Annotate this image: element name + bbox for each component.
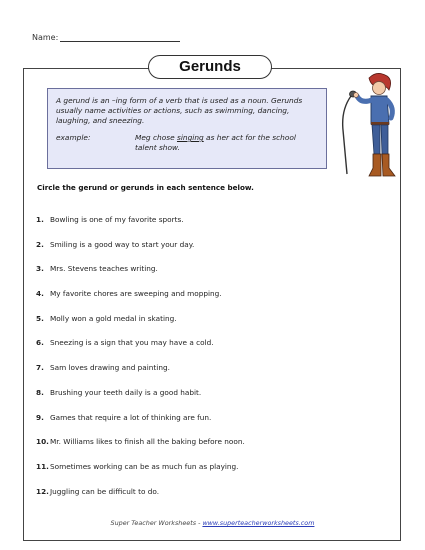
footer — [0, 519, 425, 527]
sentence-text: Juggling can be difficult to do. — [50, 486, 160, 496]
sentence-number: 6. — [36, 338, 44, 348]
sentence-number: 3. — [36, 264, 44, 274]
sentence-number: 8. — [36, 387, 44, 397]
sentence-text: Mr. Williams likes to finish all the baking before noon. — [50, 437, 245, 447]
example-label: example: — [56, 133, 91, 142]
footer-url-link[interactable]: www.superteacherworksheets.com — [202, 519, 315, 527]
example-sentence — [135, 133, 318, 153]
sentence-item — [36, 240, 245, 265]
page-title: Gerunds — [148, 55, 272, 79]
singer-illustration — [337, 70, 405, 182]
sentence-number: 9. — [36, 412, 44, 422]
example-after: as her act for the school talent show. — [135, 133, 296, 152]
sentence-number: 2. — [36, 239, 44, 249]
definition-box — [47, 88, 327, 169]
footer-site-name: Super Teacher Worksheets — [110, 519, 197, 527]
example-gerund: singing — [176, 133, 204, 142]
sentence-number: 4. — [36, 289, 44, 299]
sentence-list — [36, 215, 245, 511]
sentence-text: Sneezing is a sign that you may have a cold. — [50, 338, 214, 348]
sentence-number: 5. — [36, 313, 44, 323]
sentence-text: Bowling is one of my favorite sports. — [50, 215, 184, 224]
sentence-number: 7. — [36, 363, 44, 373]
sentence-text: Smiling is a good way to start your day. — [50, 239, 195, 249]
name-label: Name: — [32, 33, 59, 42]
sentence-item — [36, 289, 245, 314]
sentence-text: My favorite chores are sweeping and mopping. — [50, 289, 222, 299]
definition-text: A gerund is an –ing form of a verb that is used as a noun. Gerunds usually name activities or actions, such as swimming, dancing, laughing, and sneezing. — [56, 96, 303, 125]
name-line — [60, 41, 180, 42]
sentence-text: Games that require a lot of thinking are fun. — [50, 412, 212, 422]
sentence-item — [36, 388, 245, 413]
sentence-number: 12. — [36, 486, 49, 496]
sentence-text: Molly won a gold medal in skating. — [50, 313, 177, 323]
sentence-text: Sam loves drawing and painting. — [50, 363, 170, 373]
sentence-number: 1. — [36, 215, 44, 224]
sentence-item — [36, 338, 245, 363]
sentence-item — [36, 363, 245, 388]
sentence-item — [36, 264, 245, 289]
footer-separator: - — [196, 519, 203, 527]
sentence-number: 11. — [36, 461, 49, 471]
example-before: Meg chose — [135, 133, 177, 142]
sentence-item — [36, 462, 245, 487]
sentence-item — [36, 487, 245, 512]
sentence-item — [36, 413, 245, 438]
sentence-text: Mrs. Stevens teaches writing. — [50, 264, 158, 274]
sentence-item — [36, 215, 245, 240]
sentence-item — [36, 314, 245, 339]
sentence-text: Brushing your teeth daily is a good habit. — [50, 387, 202, 397]
sentence-number: 10. — [36, 437, 49, 447]
example-row — [56, 133, 318, 153]
sentence-text: Sometimes working can be as much fun as playing. — [50, 461, 239, 471]
sentence-item — [36, 437, 245, 462]
instructions: Circle the gerund or gerunds in each sentence below. — [37, 183, 254, 192]
